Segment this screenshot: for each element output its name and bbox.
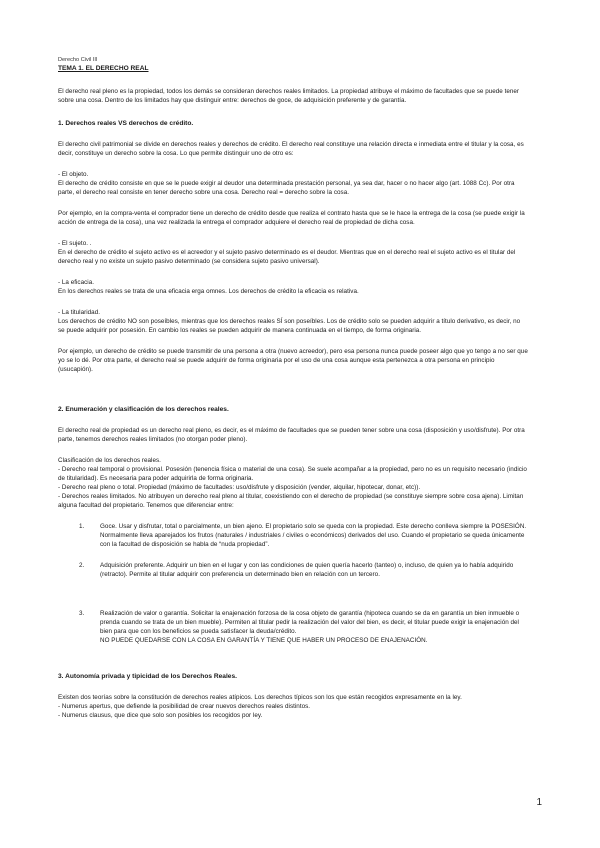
course-name: Derecho Civil III bbox=[58, 57, 98, 63]
clasificacion-temporal: - Derecho real temporal o provisional. Posesión (tenencia física o material de una cosa). Se suele acompañar a la propiedad, pero no es un requisito necesario (indicio de titularidad). Es necesaria para poder adquirirla de forma originaria. bbox=[58, 466, 527, 482]
list-item-caps-text: NO PUEDE QUEDARSE CON LA COSA EN GARANTÍA Y TIENE QUE HABER UN PROCESO DE ENAJENACIÓN. bbox=[100, 637, 428, 644]
list-item-text: Realización de valor o garantía. Solicitar la enajenación forzosa de la cosa objeto de garantía (hipoteca cuando se da en garantía un bien inmueble o prenda cuando se trata de un bien mueble). Permiten al titular pedir la realización del valor del bien, es decir, el titular puede exigir la enajenación del bien para que con los beneficios se pueda satisfacer la deuda/crédito. bbox=[100, 610, 520, 635]
section-1-intro: El derecho civil patrimonial se divide en derechos reales y derechos de crédito. El derecho real constituye una relación directa e inmediata entre el titular y la cosa, es decir, constituye un derecho sobre la cosa. Lo que permite distinguir uno de otro es: bbox=[58, 141, 524, 157]
eficacia-label: - La eficacia. bbox=[58, 279, 94, 286]
eficacia-text: En los derechos reales se trata de una eficacia erga omnes. Los derechos de crédito la eficacia es relativa. bbox=[58, 288, 359, 295]
section-1-heading: 1. Derechos reales VS derechos de crédito. bbox=[58, 120, 194, 127]
list-number: 2. bbox=[79, 562, 85, 569]
page-title: TEMA 1. EL DERECHO REAL bbox=[58, 65, 149, 72]
numerus-clausus: - Numerus clausus, que dice que solo son posibles los recogidos por ley. bbox=[58, 712, 263, 719]
section-2-heading: 2. Enumeración y clasificación de los derechos reales. bbox=[58, 406, 229, 413]
titularidad-text: Los derechos de crédito NO son poseíbles, mientras que los derechos reales SÍ son poseíbles. Los de crédito solo se pueden adquirir a título derivativo, es decir, no se puede adquirir por posesión. En cambio los reales se pueden adquirir de manera continuada en el tiempo, de forma originaria. bbox=[58, 318, 521, 334]
numerus-apertus: - Numerus apertus, que defiende la posibilidad de crear nuevos derechos reales distintos. bbox=[58, 703, 311, 710]
clasificacion-limitados: - Derechos reales limitados. No atribuyen un derecho real pleno al titular, coexistiendo con el derecho de propiedad (se constituye siempre sobre cosa ajena). Limitan alguna facultad del propietario. Tenemos que diferenciar entre: bbox=[58, 493, 524, 509]
list-item bbox=[58, 609, 528, 645]
objeto-label: - El objeto. bbox=[58, 171, 89, 178]
derechos-limitados-list bbox=[58, 522, 528, 645]
section-3-heading: 3. Autonomía privada y tipicidad de los Derechos Reales. bbox=[58, 673, 237, 680]
list-number: 1. bbox=[79, 523, 85, 530]
sujeto-text: En el derecho de crédito el sujeto activo es el acreedor y el sujeto pasivo determinado es el deudor. Mientras que en el derecho real el sujeto activo es el titular del derecho real y no existe un sujeto pasivo determinado (se considera sujeto pasivo universal). bbox=[58, 249, 516, 265]
document-page bbox=[58, 57, 528, 720]
section-2-intro: El derecho real de propiedad es un derecho real pleno, es decir, es el máximo de facultades que se pueden tener sobre una cosa (disposición y uso/disfrute). Por otra parte, tenemos derechos reales limitados (no otorgan poder pleno). bbox=[58, 427, 525, 443]
list-number: 3. bbox=[79, 610, 85, 617]
clasificacion-label: Clasificación de los derechos reales. bbox=[58, 457, 161, 464]
list-item bbox=[58, 561, 528, 579]
intro-paragraph: El derecho real pleno es la propiedad, todos los demás se consideran derechos reales limitados. La propiedad atribuye el máximo de facultades que se puede tener sobre una cosa. Dentro de los limitados hay que distinguir entre: derechos de goce, de adquisición preferente y de garantía. bbox=[58, 88, 520, 104]
titularidad-label: - La titularidad. bbox=[58, 309, 100, 316]
section-3-intro: Existen dos teorías sobre la constitución de derechos reales atípicos. Los derechos típicos son los que están recogidos expresamente en la ley. bbox=[58, 694, 462, 701]
list-item-text: Goce. Usar y disfrutar, total o parcialmente, un bien ajeno. El propietario solo se queda con la propiedad. Este derecho conlleva siempre la POSESIÓN. Normalmente lleva aparejados los frutos (naturales / industriales / civiles o económicos) derivados del uso. Cuando el propietario se queda únicamente con la facultad de disposición se habla de “nuda propiedad”. bbox=[100, 523, 527, 548]
page-number: 1 bbox=[536, 797, 542, 808]
clasificacion-pleno: - Derecho real pleno o total. Propiedad (máximo de facultades: uso/disfrute y disposición (vender, alquilar, hipotecar, donar, etc)). bbox=[58, 484, 421, 491]
list-item bbox=[58, 522, 528, 549]
sujeto-label: - El sujeto. . bbox=[58, 240, 92, 247]
ejemplo-compraventa: Por ejemplo, en la compra-venta el comprador tiene un derecho de crédito desde que realiza el contrato hasta que se le hace la entrega de la cosa (se puede exigir la acción de entrega de la cosa), una vez realizada la entrega el comprador adquiere el derecho real de propiedad de dicha cosa. bbox=[58, 210, 525, 226]
objeto-text: El derecho de crédito consiste en que se le puede exigir al deudor una determinada prestación personal, ya sea dar, hacer o no hacer algo (art. 1088 Cc). Por otra parte, el derecho real consiste en tener derecho sobre una cosa. Derecho real = derecho sobre la cosa. bbox=[58, 180, 515, 196]
ejemplo-credito: Por ejemplo, un derecho de crédito se puede transmitir de una persona a otra (nuevo acreedor), pero esa persona nunca puede poseer algo que yo tengo a no ser que yo se lo dé. Por otra parte, el derecho real se puede adquirir de forma originaria por el uso de una cosa aunque esta pertenezca a otra persona en principio (usucapión). bbox=[58, 348, 528, 373]
list-item-text: Adquisición preferente. Adquirir un bien en el lugar y con las condiciones de quien quería hacerlo (tanteo) o, incluso, de quien ya lo había adquirido (retracto). Permite al titular adquirir con preferencia un determinado bien en relación con un tercero. bbox=[100, 562, 514, 578]
